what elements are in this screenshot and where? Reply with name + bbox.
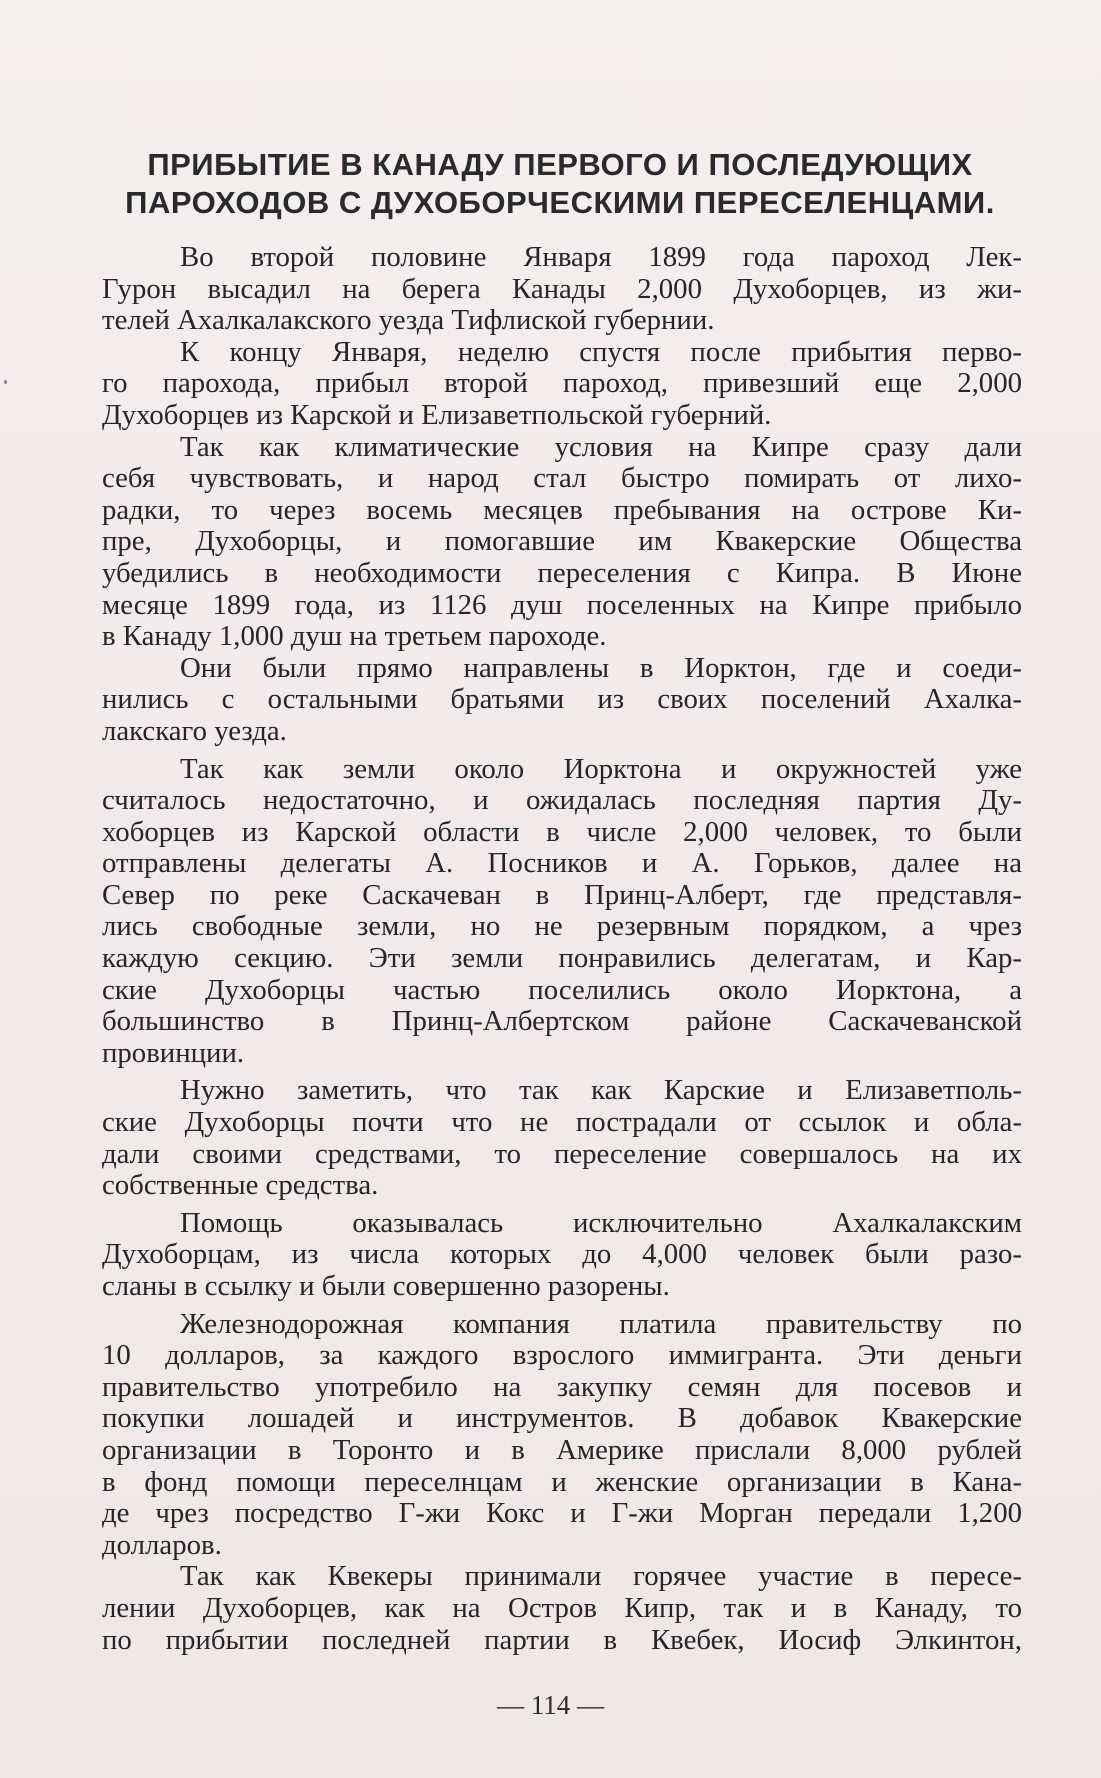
text-line: Помощь оказывалась исключительно Ахалкалакским (180, 1206, 1022, 1239)
text-line: дали своими средствами, то переселение совершалось на их (102, 1137, 1022, 1170)
text-line: ские Духоборцы почти что не пострадали от ссылок и обла- (102, 1106, 1022, 1139)
text-line: лении Духоборцев, как на Остров Кипр, так и в Канаду, то (102, 1591, 1022, 1624)
text-line: пре, Духоборцы, и помогавшие им Квакерские Общества (102, 525, 1022, 558)
paragraph (102, 1309, 1022, 1562)
text-line: большинство в Принц-Албертском районе Саскачеванской (102, 1005, 1022, 1038)
text-line: К концу Января, неделю спустя после прибытия перво- (180, 335, 1022, 368)
text-line: лакскаго уезда. (102, 714, 287, 747)
paragraph (102, 754, 1022, 1070)
paragraph (102, 242, 1022, 337)
text-line: убедились в необходимости переселения с Кипра. В Июне (102, 556, 1022, 589)
text-line: долларов. (102, 1528, 222, 1561)
text-line: Гурон высадил на берега Канады 2,000 Духоборцев, из жи- (102, 272, 1022, 305)
text-line: Духоборцев из Карской и Елизаветпольской губерний. (102, 398, 772, 431)
text-line: собственные средства. (102, 1169, 379, 1202)
text-line: Духоборцам, из числа которых до 4,000 человек были разо- (102, 1238, 1022, 1271)
text-line: Так как земли около Иорктона и окружностей уже (180, 752, 1022, 785)
paragraph (102, 1561, 1022, 1656)
text-line: хоборцев из Карской области в числе 2,000 человек, то были (102, 815, 1022, 848)
text-line: организации в Торонто и в Америке прислали 8,000 рублей (102, 1433, 1022, 1466)
text-line: месяце 1899 года, из 1126 душ поселенных на Кипре прибыло (102, 588, 1022, 621)
text-line: го парохода, прибыл второй пароход, привезший еще 2,000 (102, 367, 1022, 400)
page-speck (4, 380, 7, 384)
text-line: радки, то через восемь месяцев пребывания на острове Ки- (102, 493, 1022, 526)
title-line-2: ПАРОХОДОВ С ДУХОБОРЧЕСКИМИ ПЕРЕСЕЛЕНЦАМИ. (125, 185, 995, 220)
text-line: Железнодорожная компания платила правительству по (180, 1307, 1022, 1340)
text-line: Так как климатические условия на Кипре сразу дали (180, 430, 1022, 463)
text-line: провинции. (102, 1036, 245, 1069)
body-text (102, 242, 1022, 1656)
paragraph (102, 653, 1022, 748)
text-line: ские Духоборцы частью поселились около Иорктона, а (102, 973, 1022, 1006)
text-line: нились с остальными братьями из своих поселений Ахалка- (102, 683, 1022, 716)
text-line: 10 долларов, за каждого взрослого иммигранта. Эти деньги (102, 1339, 1022, 1372)
text-line: Они были прямо направлены в Иорктон, где и соеди- (180, 651, 1022, 684)
text-line: Во второй половине Января 1899 года пароход Лек- (180, 241, 1022, 273)
paragraph (102, 337, 1022, 432)
text-line: правительство употребило на закупку семян для посевов и (102, 1370, 1022, 1403)
text-line: сланы в ссылку и были совершенно разорены. (102, 1270, 670, 1302)
text-line: Так как Квекеры принимали горячее участие в пересе- (180, 1560, 1022, 1593)
text-line: отправлены делегаты А. Посников и А. Горьков, далее на (102, 847, 1022, 880)
text-line: телей Ахалкалакского уезда Тифлиской губернии. (102, 304, 715, 337)
text-line: по прибытии последней партии в Квебек, Иосиф Элкинтон, (102, 1623, 1022, 1656)
text-line: лись свободные земли, но не резервным порядком, а чрез (102, 910, 1022, 943)
text-line: покупки лошадей и инструментов. В добавок Квакерские (102, 1402, 1022, 1435)
paragraph (102, 1208, 1022, 1303)
page-title (60, 146, 1060, 222)
text-line: считалось недостаточно, и ожидалась последняя партия Ду- (102, 784, 1022, 817)
text-line: Север по реке Саскачеван в Принц-Алберт, где представля- (102, 878, 1022, 911)
text-line: в Канаду 1,000 душ на третьем пароходе. (102, 620, 607, 653)
text-line: в фонд помощи переселнцам и женские организации в Кана- (102, 1465, 1022, 1498)
page-number: — 114 — (497, 1690, 604, 1720)
text-line: себя чувствовать, и народ стал быстро помирать от лихо- (102, 462, 1022, 495)
text-line: де чрез посредство Г-жи Кокс и Г-жи Морган передали 1,200 (102, 1497, 1022, 1530)
paragraph (102, 1075, 1022, 1201)
text-line: каждую секцию. Эти земли понравились делегатам, и Кар- (102, 942, 1022, 975)
title-line-1: ПРИБЫТИЕ В КАНАДУ ПЕРВОГО И ПОСЛЕДУЮЩИХ (147, 147, 973, 182)
text-line: Нужно заметить, что так как Карские и Елизаветполь- (180, 1074, 1022, 1107)
paragraph (102, 432, 1022, 653)
